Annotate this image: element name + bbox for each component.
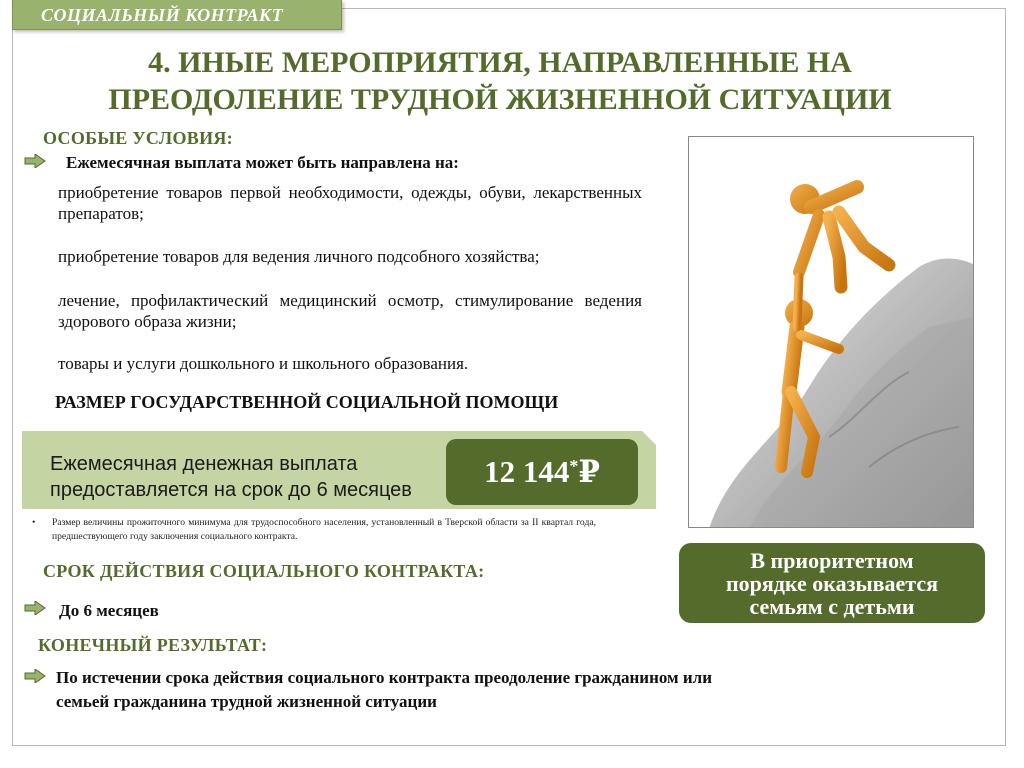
footnote-bullet: • (32, 517, 36, 528)
term-heading: СРОК ДЕЙСТВИЯ СОЦИАЛЬНОГО КОНТРАКТА: (43, 561, 485, 581)
arrow-right-icon (24, 669, 46, 683)
condition-item-4: товары и услуги дошкольного и школьного образования. (58, 354, 469, 373)
amount-badge (446, 439, 638, 505)
climbing-figures-image (688, 136, 974, 528)
result-line-1: По истечении срока действия социального контракта преодоление гражданином или (56, 668, 713, 687)
amount-value: 12 144 (484, 454, 570, 489)
special-conditions-lead: Ежемесячная выплата может быть направлена на: (66, 153, 459, 172)
title-line-1: 4. ИНЫЕ МЕРОПРИЯТИЯ, НАПРАВЛЕННЫЕ НА (148, 46, 852, 79)
assistance-panel-text: Ежемесячная денежная выплата предоставляется на срок до 6 месяцев (50, 453, 412, 501)
priority-badge (679, 543, 985, 623)
footnote-text: Размер величины прожиточного минимума для трудоспособного населения, установленный в Тверской области за II квартал года, предшествующего году заключения социального контракта. (52, 517, 596, 542)
condition-item-3: лечение, профилактический медицинский осмотр, стимулирование ведения здорового образа жизни; (58, 291, 642, 331)
condition-item-2: приобретение товаров для ведения личного подсобного хозяйства; (58, 247, 540, 266)
currency-sign: ₽ (578, 454, 600, 489)
arrow-right-icon (24, 601, 46, 615)
title-line-2: ПРЕОДОЛЕНИЕ ТРУДНОЙ ЖИЗНЕННОЙ СИТУАЦИИ (108, 83, 892, 116)
condition-item-1: приобретение товаров первой необходимости, одежды, обуви, лекарственных препаратов; (58, 183, 642, 223)
priority-line-1: В приоритетном (750, 547, 914, 573)
result-heading: КОНЕЧНЫЙ РЕЗУЛЬТАТ: (38, 635, 268, 655)
arrow-right-icon (24, 154, 46, 168)
climbing-illustration (689, 137, 974, 528)
term-value: До 6 месяцев (59, 601, 159, 620)
section-tag: СОЦИАЛЬНЫЙ КОНТРАКТ (12, 0, 342, 30)
result-line-2: семьей гражданина трудной жизненной ситуации (56, 692, 437, 711)
special-conditions-heading: ОСОБЫЕ УСЛОВИЯ: (43, 128, 233, 148)
page-title (0, 44, 1000, 118)
priority-line-3: семьям с детьми (749, 593, 915, 619)
footnote (32, 516, 596, 544)
assistance-heading: РАЗМЕР ГОСУДАРСТВЕННОЙ СОЦИАЛЬНОЙ ПОМОЩИ (55, 392, 559, 412)
amount-footnote-mark: * (569, 456, 579, 476)
priority-line-2: порядке оказывается (725, 570, 939, 596)
